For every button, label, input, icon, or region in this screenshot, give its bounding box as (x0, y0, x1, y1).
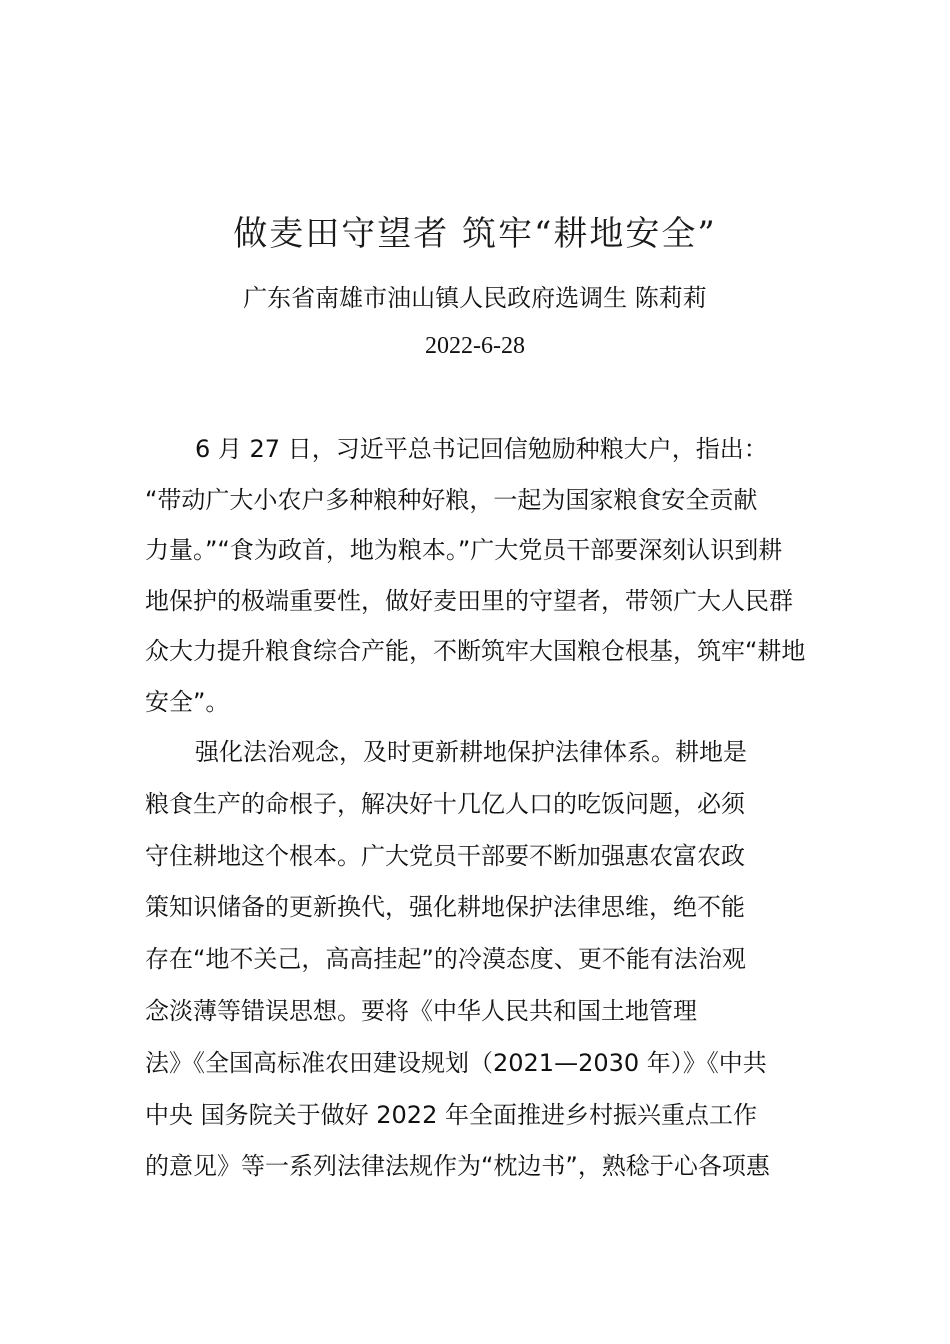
text-line: 的意见》等一系列法律法规作为“枕边书”，熟稔于心各项惠 (145, 1152, 770, 1181)
text-line: 安全”。 (145, 687, 230, 716)
text-line: 策知识储备的更新换代，强化耕地保护法律思维，绝不能 (145, 893, 745, 922)
text-line: 念淡薄等错误思想。要将《中华人民共和国土地管理 (145, 996, 697, 1025)
article-title: 做麦田守望者 筑牢“耕地安全” (233, 214, 717, 254)
text-line: 存在“地不关己，高高挂起”的冷漠态度、更不能有法治观 (145, 945, 746, 974)
text-line: 守住耕地这个根本。广大党员干部要不断加强惠农富农政 (145, 841, 745, 870)
author-line: 广东省南雄市油山镇人民政府选调生 陈莉莉 (243, 284, 707, 312)
text-line: “带动广大小农户多种粮种好粮，一起为国家粮食安全贡献 (145, 485, 758, 514)
text-line: 力量。”“食为政首，地为粮本。”广大党员干部要深刻认识到耕 (145, 536, 783, 564)
text-line: 法》《全国高标准农田建设规划（2021—2030 年）》《中共 (145, 1048, 767, 1077)
text-line: 中央 国务院关于做好 2022 年全面推进乡村振兴重点工作 (145, 1100, 757, 1129)
article-body (145, 424, 805, 1193)
text-line: 强化法治观念，及时更新耕地保护法律体系。耕地是 (195, 738, 747, 766)
paragraph-2 (145, 727, 805, 1193)
text-line: 粮食生产的命根子，解决好十几亿人口的吃饭问题，必须 (145, 789, 745, 818)
text-line: 众大力提升粮食综合产能，不断筑牢大国粮仓根基，筑牢“耕地 (145, 637, 806, 665)
paragraph-1 (145, 424, 805, 727)
article-date: 2022-6-28 (425, 333, 525, 359)
text-line: 6 月 27 日，习近平总书记回信勉励种粮大户，指出： (195, 435, 768, 463)
text-line: 地保护的极端重要性，做好麦田里的守望者，带领广大人民群 (145, 586, 793, 615)
